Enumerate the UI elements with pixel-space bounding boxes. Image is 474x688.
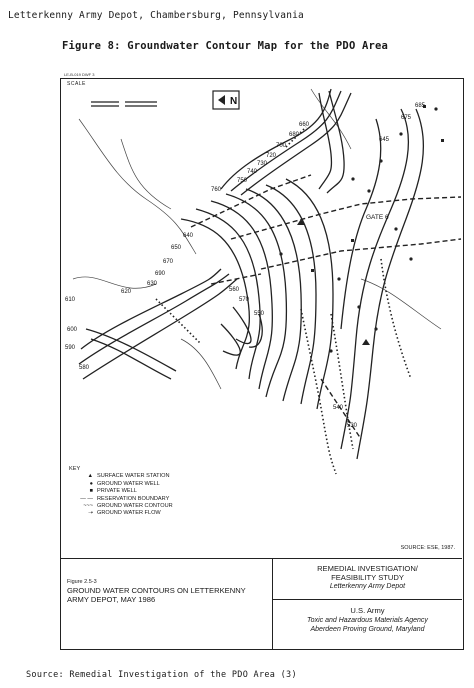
svg-text:760: 760 [211, 187, 222, 193]
legend-item: ⇢ GROUND WATER FLOW [69, 510, 173, 517]
well-markers [279, 105, 444, 353]
svg-text:620: 620 [121, 289, 132, 295]
legend-key-label: KEY [69, 466, 81, 472]
legend-item: — — RESERVATION BOUNDARY [69, 496, 173, 503]
surface-water-station-icon: ▲ [87, 473, 93, 480]
svg-text:720: 720 [266, 153, 277, 159]
map-frame [60, 72, 464, 650]
svg-text:730: 730 [257, 161, 268, 167]
svg-text:670: 670 [163, 259, 174, 265]
svg-text:690: 690 [155, 271, 166, 277]
svg-text:550: 550 [254, 311, 265, 317]
svg-text:680: 680 [289, 132, 300, 138]
svg-text:630: 630 [147, 281, 158, 287]
svg-text:645: 645 [379, 137, 390, 143]
map-source-note: SOURCE: ESE, 1987. [400, 545, 455, 551]
legend-item: ~~~ GROUND WATER CONTOUR [69, 503, 173, 510]
document-header: Letterkenny Army Depot, Chambersburg, Pennsylvania [8, 10, 304, 21]
svg-text:590: 590 [65, 345, 76, 351]
gate-label: GATE 6 [366, 214, 389, 221]
svg-text:650: 650 [171, 245, 182, 251]
figure-caption: GROUND WATER CONTOURS ON LETTERKENNY ARMY DEPOT, MAY 1986 [67, 586, 246, 604]
title-block-caption [61, 559, 273, 650]
reservation-boundary [191, 175, 461, 439]
svg-text:560: 560 [229, 287, 240, 293]
svg-text:N: N [230, 96, 238, 107]
legend-item: ■ PRIVATE WELL [69, 488, 173, 495]
svg-text:750: 750 [237, 178, 248, 184]
drawing-reference-code: LE-B-019 DWF 3 [64, 72, 95, 77]
map-legend [69, 466, 173, 518]
legend-item: ● GROUND WATER WELL [69, 481, 173, 488]
flow-arrow-icon: ⇢ [88, 510, 93, 517]
svg-text:540: 540 [333, 405, 344, 411]
figure-title: Figure 8: Groundwater Contour Map for the PDO Area [62, 40, 389, 52]
ground-water-well-icon: ● [89, 480, 93, 487]
title-block-agency: U.S. Army Toxic and Hazardous Materials Agency Aberdeen Proving Ground, Maryland [307, 606, 428, 633]
scale-bar [91, 102, 157, 106]
svg-text:580: 580 [79, 365, 90, 371]
svg-text:600: 600 [67, 327, 78, 333]
scale-label: SCALE [67, 81, 86, 87]
source-footer: Source: Remedial Investigation of the PDO Area (3) [26, 670, 297, 680]
ground-water-flow-lines [156, 127, 411, 474]
contour-lines [79, 89, 423, 459]
svg-text:685: 685 [415, 103, 426, 109]
contour-line-icon: ~~~ [83, 503, 93, 510]
figure-number: Figure 2.5-3 [67, 579, 97, 585]
legend-item: ▲ SURFACE WATER STATION [69, 473, 173, 480]
svg-text:700: 700 [276, 143, 287, 149]
svg-text:740: 740 [247, 169, 258, 175]
contour-labels [65, 103, 426, 429]
svg-text:530: 530 [347, 423, 358, 429]
svg-text:640: 640 [183, 233, 194, 239]
title-block-study: REMEDIAL INVESTIGATION/ FEASIBILITY STUDY Letterkenny Army Depot [273, 559, 462, 600]
svg-text:660: 660 [299, 122, 310, 128]
north-arrow-icon [213, 91, 239, 109]
title-block [61, 558, 462, 650]
private-well-icon: ■ [89, 488, 93, 495]
svg-text:610: 610 [65, 297, 76, 303]
svg-text:570: 570 [239, 297, 250, 303]
boundary-line-icon: — — [80, 495, 93, 502]
svg-text:675: 675 [401, 115, 412, 121]
